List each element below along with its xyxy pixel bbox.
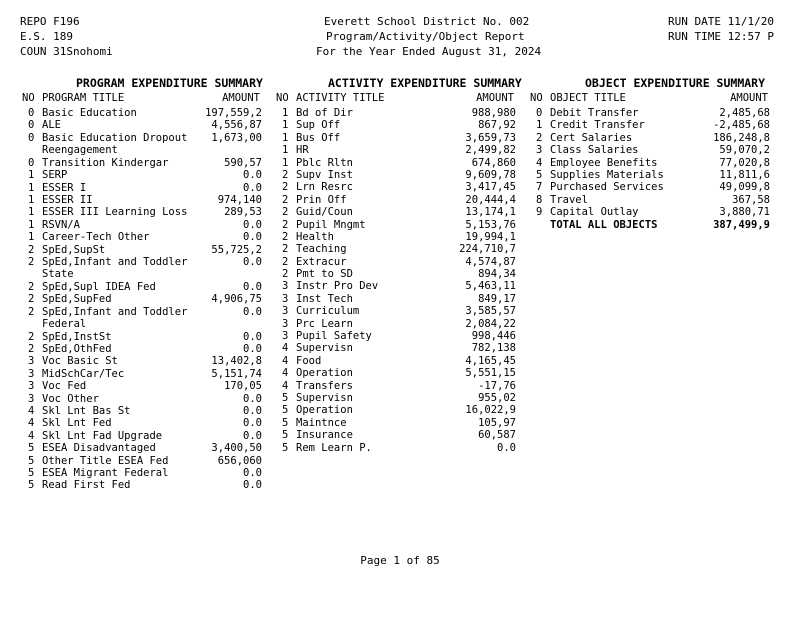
table-row	[28, 119, 272, 131]
row-title: Maintnce	[296, 416, 347, 429]
row-title: Curriculum	[296, 305, 360, 318]
table-row	[282, 442, 526, 454]
activity-table	[282, 107, 526, 454]
row-title: Supervisn	[296, 391, 353, 404]
row-title: RSVN/A	[42, 218, 80, 231]
row-number: 1	[282, 156, 289, 169]
row-number: 1	[282, 131, 289, 144]
row-number: 1	[282, 119, 289, 132]
table-row	[28, 256, 272, 281]
row-number: 2	[28, 280, 35, 293]
header-left	[20, 14, 113, 59]
es-number: E.S. 189	[20, 30, 73, 43]
row-number: 2	[282, 193, 289, 206]
row-title: Bus Off	[296, 131, 341, 144]
row-title: SpEd,SupSt	[42, 243, 106, 256]
table-row	[28, 206, 272, 218]
row-number: 0	[536, 107, 543, 119]
row-amount: 674,860	[471, 156, 516, 169]
row-amount: 3,659,73	[465, 131, 516, 144]
row-number: 2	[282, 268, 289, 281]
row-number: 9	[536, 206, 543, 219]
row-number: 0	[28, 119, 35, 132]
row-number: 4	[282, 379, 289, 392]
row-amount: 2,084,22	[465, 317, 516, 330]
row-amount: 0.0	[243, 405, 262, 418]
table-row	[282, 219, 526, 231]
row-title: Rem Learn P.	[296, 441, 372, 454]
table-row	[536, 206, 780, 218]
row-number: 4	[282, 354, 289, 367]
row-amount: 0.0	[243, 218, 262, 231]
table-row	[282, 417, 526, 429]
row-amount: 4,574,87	[465, 255, 516, 268]
row-number: 5	[282, 404, 289, 417]
table-row	[536, 157, 780, 169]
row-amount: 19,994,1	[465, 230, 516, 243]
row-amount: 49,099,8	[719, 181, 770, 194]
row-amount: 3,880,71	[719, 206, 770, 219]
table-row	[28, 417, 272, 429]
table-row	[282, 367, 526, 379]
row-title: Prc Learn	[296, 317, 353, 330]
table-row	[536, 119, 780, 131]
row-title: Guid/Coun	[296, 206, 353, 219]
row-title: Operation	[296, 367, 353, 380]
row-number: 5	[282, 441, 289, 454]
row-number: 5	[282, 391, 289, 404]
row-number: 4	[28, 429, 35, 442]
table-row	[28, 219, 272, 231]
row-amount: 0.0	[243, 280, 262, 293]
row-title: SpEd,SupFed	[42, 293, 112, 306]
row-number: 1	[536, 119, 543, 132]
row-title: SpEd,InstSt	[42, 330, 112, 343]
row-title: Skl Lnt Fad Upgrade	[42, 429, 163, 442]
table-row	[282, 355, 526, 367]
row-amount: 289,53	[224, 206, 262, 219]
row-title: SpEd,Infant and Toddler State	[42, 255, 188, 281]
table-row	[28, 343, 272, 355]
row-number: 3	[282, 330, 289, 343]
table-row	[282, 181, 526, 193]
object-table	[536, 107, 780, 233]
row-number: 5	[28, 442, 35, 455]
row-title: ESSER I	[42, 181, 87, 194]
table-row	[28, 293, 272, 305]
row-title: Skl Lnt Bas St	[42, 405, 131, 418]
row-number: 3	[28, 367, 35, 380]
row-number: 2	[28, 343, 35, 356]
table-row	[28, 281, 272, 293]
row-number: 1	[28, 181, 35, 194]
table-row	[282, 256, 526, 268]
row-amount: 0.0	[243, 466, 262, 479]
row-number: 1	[28, 169, 35, 182]
row-amount: 0.0	[243, 479, 262, 492]
table-row	[28, 479, 272, 491]
row-amount: 170,05	[224, 380, 262, 393]
activity-col-title: ACTIVITY TITLE	[296, 92, 385, 104]
row-title: Operation	[296, 404, 353, 417]
row-number: 5	[28, 466, 35, 479]
table-row	[282, 144, 526, 156]
table-row	[28, 405, 272, 417]
row-number: 4	[28, 417, 35, 430]
row-amount: 77,020,8	[719, 156, 770, 169]
row-number: 7	[536, 181, 543, 194]
table-row	[282, 330, 526, 342]
row-amount: 4,165,45	[465, 354, 516, 367]
row-title: Health	[296, 230, 334, 243]
row-amount: 13,174,1	[465, 206, 516, 219]
table-row	[282, 157, 526, 169]
row-title: Insurance	[296, 429, 353, 442]
table-row	[28, 442, 272, 454]
activity-summary-title: ACTIVITY EXPENDITURE SUMMARY	[328, 76, 522, 90]
row-amount: 5,153,76	[465, 218, 516, 231]
activity-col-no: NO	[276, 92, 289, 104]
row-amount: 3,400,50	[211, 442, 262, 455]
row-amount: 0.0	[243, 255, 262, 268]
table-row	[28, 380, 272, 392]
table-row	[282, 280, 526, 292]
row-number: 0	[28, 131, 35, 144]
row-title: SpEd,Supl IDEA Fed	[42, 280, 156, 293]
row-number: 5	[536, 168, 543, 181]
row-title: Cert Salaries	[550, 131, 633, 144]
row-amount: 224,710,7	[459, 243, 516, 256]
row-amount: 656,060	[217, 454, 262, 467]
row-title: Employee Benefits	[550, 156, 658, 169]
row-number: 2	[28, 243, 35, 256]
row-number: 4	[536, 156, 543, 169]
row-number: 8	[536, 193, 543, 206]
row-title: Class Salaries	[550, 144, 639, 157]
row-amount: 5,551,15	[465, 367, 516, 380]
table-row	[28, 169, 272, 181]
row-amount: 0.0	[243, 343, 262, 356]
report-title: Program/Activity/Object Report	[326, 30, 525, 43]
row-number: 2	[282, 230, 289, 243]
header-right	[668, 14, 774, 44]
table-row	[28, 157, 272, 169]
row-amount: 55,725,2	[211, 243, 262, 256]
row-amount: 105,97	[478, 416, 516, 429]
table-row	[536, 132, 780, 144]
row-amount: 0.0	[243, 417, 262, 430]
table-row	[28, 467, 272, 479]
row-amount: 13,402,8	[211, 355, 262, 368]
row-title: Read First Fed	[42, 479, 131, 492]
row-number: 2	[28, 330, 35, 343]
row-number: 1	[282, 107, 289, 119]
row-amount: -17,76	[478, 379, 516, 392]
page-number: Page 1 of 85	[360, 554, 440, 567]
county: COUN 31Snohomi	[20, 45, 113, 58]
table-row	[28, 393, 272, 405]
row-amount: 20,444,4	[465, 193, 516, 206]
row-title: Pupil Safety	[296, 330, 372, 343]
row-amount: 367,58	[732, 193, 770, 206]
row-amount: 5,151,74	[211, 367, 262, 380]
row-amount: 0.0	[243, 305, 262, 318]
row-title: Supervisn	[296, 342, 353, 355]
table-row	[28, 132, 272, 157]
table-row	[28, 455, 272, 467]
row-title: SpEd,Infant and Toddler Federal	[42, 305, 188, 331]
row-amount: 0.0	[243, 392, 262, 405]
table-row	[282, 380, 526, 392]
row-title: ALE	[42, 119, 61, 132]
row-title: Other Title ESEA Fed	[42, 454, 169, 467]
row-title: Career-Tech Other	[42, 231, 150, 244]
table-row	[282, 206, 526, 218]
row-number: 2	[282, 255, 289, 268]
row-amount: 3,585,57	[465, 305, 516, 318]
row-number: 2	[28, 305, 35, 318]
row-title: Transition Kindergar	[42, 156, 169, 169]
row-amount: 590,57	[224, 156, 262, 169]
row-title: Instr Pro Dev	[296, 280, 379, 293]
row-title: Transfers	[296, 379, 353, 392]
row-title: Extracur	[296, 255, 347, 268]
row-title: Purchased Services	[550, 181, 664, 194]
row-title: Capital Outlay	[550, 206, 639, 219]
row-title: Basic Education	[42, 107, 137, 119]
row-number: 3	[28, 355, 35, 368]
row-amount: 0.0	[497, 441, 516, 454]
row-title: Pblc Rltn	[296, 156, 353, 169]
table-row	[282, 305, 526, 317]
row-title: Inst Tech	[296, 292, 353, 305]
row-number: 3	[282, 317, 289, 330]
row-number: 2	[282, 218, 289, 231]
row-number: 1	[28, 193, 35, 206]
row-amount: 998,446	[471, 330, 516, 343]
object-summary-title: OBJECT EXPENDITURE SUMMARY	[585, 76, 766, 90]
table-row	[282, 119, 526, 131]
table-row	[28, 306, 272, 331]
row-title: Teaching	[296, 243, 347, 256]
row-amount: 0.0	[243, 169, 262, 182]
row-amount: 955,02	[478, 391, 516, 404]
row-amount: 5,463,11	[465, 280, 516, 293]
row-amount: 988,980	[471, 107, 516, 119]
row-number: 2	[536, 131, 543, 144]
row-number: 0	[28, 156, 35, 169]
row-title: Supv Inst	[296, 168, 353, 181]
row-number: 2	[282, 243, 289, 256]
program-col-no: NO	[22, 92, 35, 104]
row-title: Pmt to SD	[296, 268, 353, 281]
row-amount: 3,417,45	[465, 181, 516, 194]
total-row	[536, 219, 780, 233]
row-amount: 974,140	[217, 193, 262, 206]
row-number: 4	[282, 367, 289, 380]
table-row	[282, 293, 526, 305]
row-amount: 197,559,2	[205, 107, 262, 119]
row-number: 1	[28, 218, 35, 231]
row-amount: 0.0	[243, 231, 262, 244]
table-row	[28, 355, 272, 367]
row-amount: 186,248,8	[713, 131, 770, 144]
row-number: 1	[282, 144, 289, 157]
row-title: Lrn Resrc	[296, 181, 353, 194]
report-id: REPO F196	[20, 15, 80, 28]
program-col-amount: AMOUNT	[222, 92, 260, 104]
row-number: 1	[28, 206, 35, 219]
row-title: HR	[296, 144, 309, 157]
table-row	[282, 107, 526, 119]
row-number: 3	[282, 280, 289, 293]
row-number: 5	[282, 416, 289, 429]
row-number: 3	[282, 305, 289, 318]
table-row	[536, 107, 780, 119]
row-number: 4	[28, 405, 35, 418]
table-row	[282, 243, 526, 255]
row-amount: 60,587	[478, 429, 516, 442]
row-amount: 16,022,9	[465, 404, 516, 417]
table-row	[536, 169, 780, 181]
table-row	[28, 331, 272, 343]
row-amount: 4,556,87	[211, 119, 262, 132]
row-title: SERP	[42, 169, 68, 182]
row-title: Voc Fed	[42, 380, 87, 393]
object-col-title: OBJECT TITLE	[550, 92, 626, 104]
row-title: Sup Off	[296, 119, 341, 132]
row-title: Voc Basic St	[42, 355, 118, 368]
row-number: 3	[28, 380, 35, 393]
row-number: 1	[28, 231, 35, 244]
table-row	[28, 107, 272, 119]
table-row	[282, 342, 526, 354]
row-number: 0	[28, 107, 35, 119]
table-row	[282, 132, 526, 144]
row-number: 5	[28, 479, 35, 492]
program-summary-title: PROGRAM EXPENDITURE SUMMARY	[76, 76, 263, 90]
table-row	[282, 268, 526, 280]
row-number: 2	[282, 206, 289, 219]
row-amount: 867,92	[478, 119, 516, 132]
row-number: 3	[28, 392, 35, 405]
row-title: ESSER II	[42, 193, 93, 206]
run-time: RUN TIME 12:57 P	[668, 30, 774, 43]
table-row	[28, 231, 272, 243]
table-row	[536, 144, 780, 156]
row-number: 2	[28, 293, 35, 306]
table-row	[282, 318, 526, 330]
row-title: Supplies Materials	[550, 168, 664, 181]
row-number: 3	[282, 292, 289, 305]
row-amount: 849,17	[478, 292, 516, 305]
row-amount: 4,906,75	[211, 293, 262, 306]
row-amount: 782,138	[471, 342, 516, 355]
report-period: For the Year Ended August 31, 2024	[316, 45, 542, 58]
row-amount: 9,609,78	[465, 168, 516, 181]
row-number: 2	[28, 255, 35, 268]
row-title: Skl Lnt Fed	[42, 417, 112, 430]
row-number: 2	[282, 181, 289, 194]
table-row	[282, 169, 526, 181]
row-title: Pupil Mngmt	[296, 218, 366, 231]
row-number: 2	[282, 168, 289, 181]
row-amount: 894,34	[478, 268, 516, 281]
row-title: Prin Off	[296, 193, 347, 206]
table-row	[28, 430, 272, 442]
row-title: Debit Transfer	[550, 107, 639, 119]
table-row	[282, 392, 526, 404]
row-title: Basic Education Dropout Reengagement	[42, 131, 188, 157]
row-amount: 0.0	[243, 429, 262, 442]
row-title: Travel	[550, 193, 588, 206]
table-row	[28, 194, 272, 206]
activity-col-amount: AMOUNT	[476, 92, 514, 104]
row-amount: 59,070,2	[719, 144, 770, 157]
table-row	[28, 244, 272, 256]
program-col-title: PROGRAM TITLE	[42, 92, 125, 104]
table-row	[28, 182, 272, 194]
object-col-amount: AMOUNT	[730, 92, 768, 104]
total-amount: 387,499,9	[713, 218, 770, 231]
row-title: ESEA Disadvantaged	[42, 442, 156, 455]
row-title: Bd of Dir	[296, 107, 353, 119]
row-amount: 2,499,82	[465, 144, 516, 157]
row-amount: -2,485,68	[713, 119, 770, 132]
row-amount: 0.0	[243, 181, 262, 194]
table-row	[282, 429, 526, 441]
header-center	[310, 14, 541, 59]
table-row	[536, 194, 780, 206]
row-title: MidSchCar/Tec	[42, 367, 125, 380]
row-number: 4	[282, 342, 289, 355]
run-date: RUN DATE 11/1/20	[668, 15, 774, 28]
row-amount: 1,673,00	[211, 131, 262, 144]
table-row	[536, 181, 780, 193]
row-number: 3	[536, 144, 543, 157]
row-amount: 2,485,68	[719, 107, 770, 119]
row-amount: 11,811,6	[719, 168, 770, 181]
table-row	[28, 368, 272, 380]
table-row	[282, 231, 526, 243]
row-title: ESSER III Learning Loss	[42, 206, 188, 219]
row-title: Food	[296, 354, 322, 367]
object-col-no: NO	[530, 92, 543, 104]
row-title: Voc Other	[42, 392, 99, 405]
row-number: 5	[282, 429, 289, 442]
row-number: 5	[28, 454, 35, 467]
row-title: SpEd,OthFed	[42, 343, 112, 356]
row-amount: 0.0	[243, 330, 262, 343]
table-row	[282, 404, 526, 416]
row-title: Credit Transfer	[550, 119, 645, 132]
program-table	[28, 107, 272, 492]
total-label: TOTAL ALL OBJECTS	[550, 218, 658, 231]
district-name: Everett School District No. 002	[324, 15, 530, 28]
table-row	[282, 194, 526, 206]
row-title: ESEA Migrant Federal	[42, 466, 169, 479]
